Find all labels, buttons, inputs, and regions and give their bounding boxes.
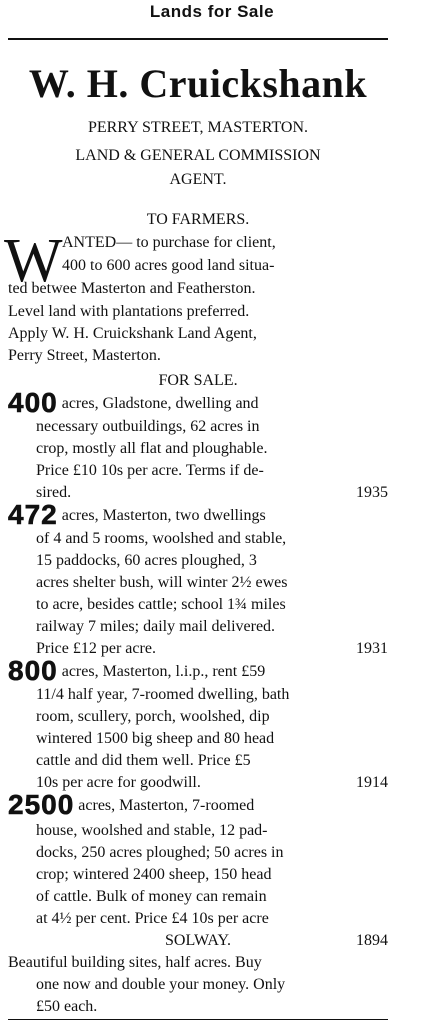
- for-sale-heading: FOR SALE.: [158, 372, 238, 389]
- listing-line: crop, mostly all flat and ploughable.: [36, 440, 268, 457]
- solway-heading: SOLWAY.: [165, 932, 231, 949]
- listing-acres: 400: [8, 387, 58, 418]
- listing-line: railway 7 miles; daily mail delivered.: [36, 618, 276, 635]
- listing-line: [8, 655, 388, 686]
- listing-acres: 472: [8, 499, 58, 530]
- listing-line: of cattle. Bulk of money can remain: [36, 888, 267, 905]
- firm-role-line-1: LAND & GENERAL COMMISSION: [75, 147, 321, 164]
- listing-line: acres shelter bush, will winter 2½ ewes: [36, 574, 288, 591]
- wanted-line: Apply W. H. Cruickshank Land Agent,: [8, 325, 257, 342]
- wanted-line: Perry Street, Masterton.: [8, 347, 161, 364]
- listing-ref: 1894: [356, 932, 388, 949]
- solway-line: Beautiful building sites, half acres. Buy: [8, 954, 262, 971]
- listing-line: cattle and did them well. Price £5: [36, 752, 251, 769]
- header-rule: [8, 38, 388, 40]
- drop-cap: W: [4, 227, 63, 295]
- listing-line: 10s per acre for goodwill.: [36, 774, 201, 791]
- listing-acres: 2500: [8, 789, 75, 820]
- listing-line: room, scullery, porch, woolshed, dip: [36, 708, 270, 725]
- listing-text: acres, Gladstone, dwelling and: [61, 395, 259, 412]
- firm-name: W. H. Cruickshank: [28, 61, 368, 106]
- listing-line: sired.: [36, 484, 72, 501]
- wanted-line: ted betwee Masterton and Featherston.: [8, 280, 256, 297]
- listing-line: docks, 250 acres ploughed; 50 acres in: [36, 844, 284, 861]
- listing-line: Price £12 per acre.: [36, 640, 156, 657]
- listing-line: wintered 1500 big sheep and 80 head: [36, 730, 275, 747]
- listing-ref: 1914: [356, 774, 388, 791]
- wanted-line: ANTED— to purchase for client,: [62, 234, 276, 251]
- listing-acres: 800: [8, 655, 58, 686]
- listing-line: 11/4 half year, 7-roomed dwelling, bath: [36, 686, 290, 703]
- listing-line: to acre, besides cattle; school 1¾ miles: [36, 596, 286, 613]
- listing-line: necessary outbuildings, 62 acres in: [36, 418, 260, 435]
- listing-line: at 4½ per cent. Price £4 10s per acre: [36, 910, 269, 927]
- solway-line: one now and double your money. Only: [36, 976, 286, 993]
- listing-line: [8, 387, 388, 418]
- wanted-line: 400 to 600 acres good land situa-: [62, 257, 275, 274]
- listing-line: crop; wintered 2400 sheep, 150 head: [36, 866, 272, 883]
- listing-line: [8, 499, 388, 530]
- firm-address: PERRY STREET, MASTERTON.: [87, 119, 309, 136]
- to-farmers-heading: TO FARMERS.: [146, 211, 250, 228]
- listing-text: acres, Masterton, l.i.p., rent £59: [61, 663, 266, 680]
- listing-line: Price £10 10s per acre. Terms if de-: [36, 462, 264, 479]
- listing-line: 15 paddocks, 60 acres ploughed, 3: [36, 552, 257, 569]
- wanted-line: Level land with plantations preferred.: [8, 303, 250, 320]
- listing-ref: 1931: [356, 640, 388, 657]
- listing-text: acres, Masterton, two dwellings: [61, 507, 266, 524]
- listing-line: house, woolshed and stable, 12 pad-: [36, 822, 268, 839]
- listing-line: of 4 and 5 rooms, woolshed and stable,: [36, 530, 287, 547]
- listing-ref: 1935: [356, 484, 388, 501]
- footer-rule: [8, 1019, 388, 1020]
- section-header: Lands for Sale: [149, 2, 275, 21]
- firm-role-line-2: AGENT.: [169, 171, 227, 188]
- listing-text: acres, Masterton, 7-roomed: [78, 797, 255, 814]
- solway-line: £50 each.: [36, 998, 98, 1015]
- listing-line: [8, 789, 388, 820]
